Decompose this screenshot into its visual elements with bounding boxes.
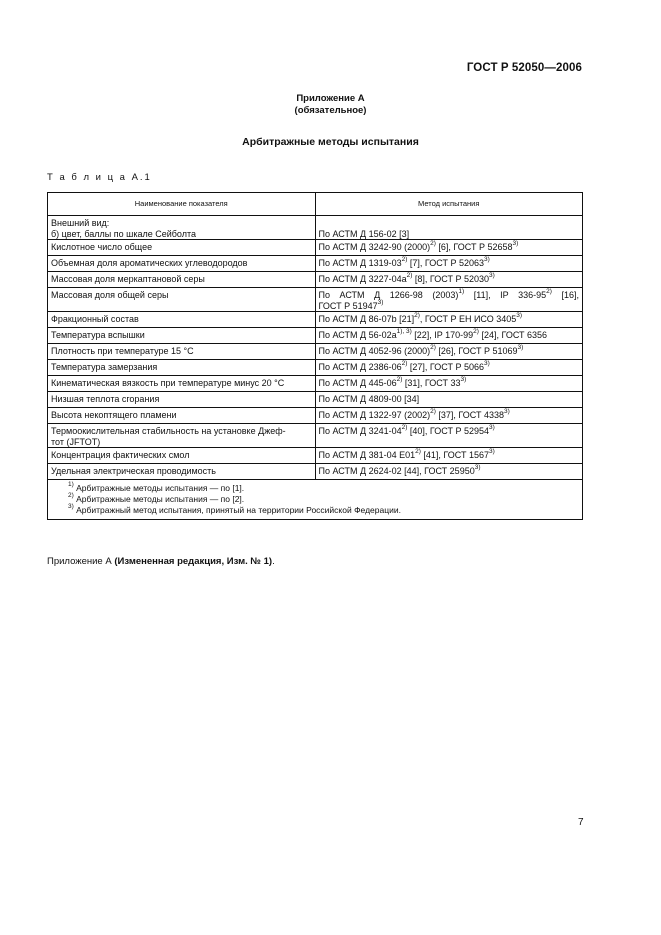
method-cell: По АСТМ Д 1319-03$^{2)}$ [7], ГОСТ Р 52063$^{3)}$ <box>315 256 583 272</box>
table-row <box>48 448 583 464</box>
page-number: 7 <box>578 817 584 828</box>
table-row <box>48 240 583 256</box>
method-cell: По АСТМ Д 86-07b $[21]^{2)}$, ГОСТ Р ЕН ИСО 3405$^{3)}$ <box>315 312 583 328</box>
method-cell: По АСТМ Д $3227-04а^{2)}$ [8], ГОСТ Р 52030$^{3)}$ <box>315 272 583 288</box>
table-row <box>48 376 583 392</box>
method-line-1: По АСТМ Д 1266-98 $(2003)^{1)}$ [11], IP 336-95$^{2)}$ [16], <box>318 288 579 300</box>
method-cell: По АСТМ Д 1322-97 $(2002)^{2)}$ [37], ГОСТ 4338$^{3)}$ <box>315 408 583 424</box>
table-row <box>48 344 583 360</box>
method-cell: По АСТМ Д 4809-00 [34] <box>315 392 583 408</box>
footnote: $^{1)}$ Арбитражные методы испытания — по [1]. <box>68 481 245 493</box>
indicator-cell: Удельная электрическая проводимость <box>48 464 316 480</box>
annex-title-block <box>0 93 661 117</box>
annex-heading: Арбитражные методы испытания <box>242 136 419 148</box>
method-cell: По АСТМ Д 381-04 Е01$^{2)}$ [41], ГОСТ 1567$^{3)}$ <box>315 448 583 464</box>
table-caption: Т а б л и ц а А.1 <box>47 172 152 183</box>
method-cell: По АСТМ Д 4052-96 $(2000)^{2)}$ [26], ГОСТ Р 51069$^{3)}$ <box>315 344 583 360</box>
amendment-note: Приложение А (Измененная редакция, Изм. № 1). <box>47 556 275 567</box>
method-cell: По АСТМ Д 1266-98 $(2003)^{1)}$ [11], IP 336-95$^{2)}$ [16], ГОСТ Р 51947$^{3)}$ <box>315 288 583 312</box>
indicator-cell: Плотность при температуре 15 °С <box>48 344 316 360</box>
table-row <box>48 424 583 448</box>
column-header-method: Метод испытания <box>315 193 583 216</box>
table-row <box>48 392 583 408</box>
table-row <box>48 288 583 312</box>
standard-number: ГОСТ Р 52050—2006 <box>466 62 582 74</box>
indicator-cell: Температура вспышки <box>48 328 316 344</box>
annex-title: Приложение А <box>296 93 365 104</box>
table-row <box>48 464 583 480</box>
indicator-cell: Высота некоптящего пламени <box>48 408 316 424</box>
footnote: $^{3)}$ Арбитражный метод испытания, принятый на территории Российской Федерации. <box>68 503 401 515</box>
table-row <box>48 408 583 424</box>
table-row <box>48 272 583 288</box>
indicator-cell: Массовая доля общей серы <box>48 288 316 312</box>
method-cell: По АСТМ Д 445-06$^{2)}$ [31], ГОСТ 33$^{3)}$ <box>315 376 583 392</box>
indicator-cell: Фракционный состав <box>48 312 316 328</box>
table-row <box>48 328 583 344</box>
methods-table <box>47 192 583 520</box>
method-cell: По АСТМ Д 3242-90 $(2000)^{2)}$ [6], ГОСТ Р 52658$^{3)}$ <box>315 240 583 256</box>
column-header-indicator: Наименование показателя <box>48 193 316 216</box>
table-notes <box>48 480 583 520</box>
table-notes-row <box>48 480 583 520</box>
indicator-cell: Объемная доля ароматических углеводородов <box>48 256 316 272</box>
table-row <box>48 360 583 376</box>
indicator-cell: Низшая теплота сгорания <box>48 392 316 408</box>
annex-status: (обязательное) <box>294 105 367 116</box>
table-row <box>48 312 583 328</box>
indicator-cell: Массовая доля меркаптановой серы <box>48 272 316 288</box>
method-cell: По АСТМ Д 156-02 [3] <box>315 216 583 240</box>
table-header-row <box>48 193 583 216</box>
indicator-cell: Термоокислительная стабильность на установке Джеф- тот (JFTOT) <box>48 424 316 448</box>
indicator-cell: Кинематическая вязкость при температуре минус 20 °С <box>48 376 316 392</box>
method-cell: По АСТМ Д $56-02а^{1), 3)}$ [22], IP 170-99$^{2)}$ [24], ГОСТ 6356 <box>315 328 583 344</box>
indicator-cell: Кислотное число общее <box>48 240 316 256</box>
method-cell: По АСТМ Д 2386-06$^{2)}$ [27], ГОСТ Р 5066$^{3)}$ <box>315 360 583 376</box>
indicator-cell: Температура замерзания <box>48 360 316 376</box>
indicator-cell: Внешний вид: б) цвет, баллы по шкале Сейболта <box>48 216 316 240</box>
method-cell: По АСТМ Д 2624-02 [44], ГОСТ 25950$^{3)}$ <box>315 464 583 480</box>
method-cell: По АСТМ Д 3241-04$^{2)}$ [40], ГОСТ Р 52954$^{3)}$ <box>315 424 583 448</box>
indicator-cell: Концентрация фактических смол <box>48 448 316 464</box>
table-row <box>48 216 583 240</box>
table-row <box>48 256 583 272</box>
footnote: $^{2)}$ Арбитражные методы испытания — по [2]. <box>68 492 245 504</box>
